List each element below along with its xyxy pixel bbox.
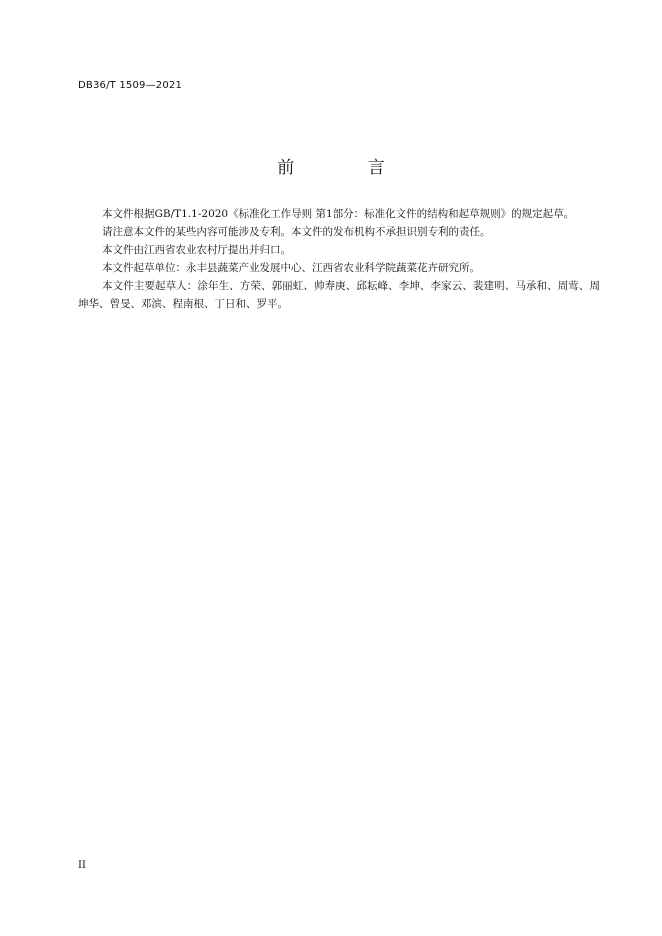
paragraph-proposer: 本文件由江西省农业农村厅提出并归口。: [102, 244, 291, 256]
paragraph-drafting-units: 本文件起草单位：永丰县蔬菜产业发展中心、江西省农业科学院蔬菜花卉研究所。: [102, 262, 480, 274]
paragraph-standard-basis: 本文件根据GB/T1.1-2020《标准化工作导则 第1部分：标准化文件的结构和起草规则》的规定起草。: [102, 208, 575, 220]
document-code: DB36/T 1509—2021: [78, 80, 183, 91]
foreword-body: [78, 205, 600, 313]
page-number: II: [78, 860, 86, 871]
page-title: 前 言: [277, 158, 419, 179]
paragraph-patent-notice: 请注意本文件的某些内容可能涉及专利。本文件的发布机构不承担识别专利的责任。: [102, 226, 491, 238]
paragraph-main-drafters: 本文件主要起草人：涂年生、方荣、郭丽虹、帅寿庚、邱耘峰、李坤、李家云、裴建明、马承和、周莺、周坤华、曾旻、邓滨、程南根、丁日和、罗平。: [78, 280, 600, 310]
